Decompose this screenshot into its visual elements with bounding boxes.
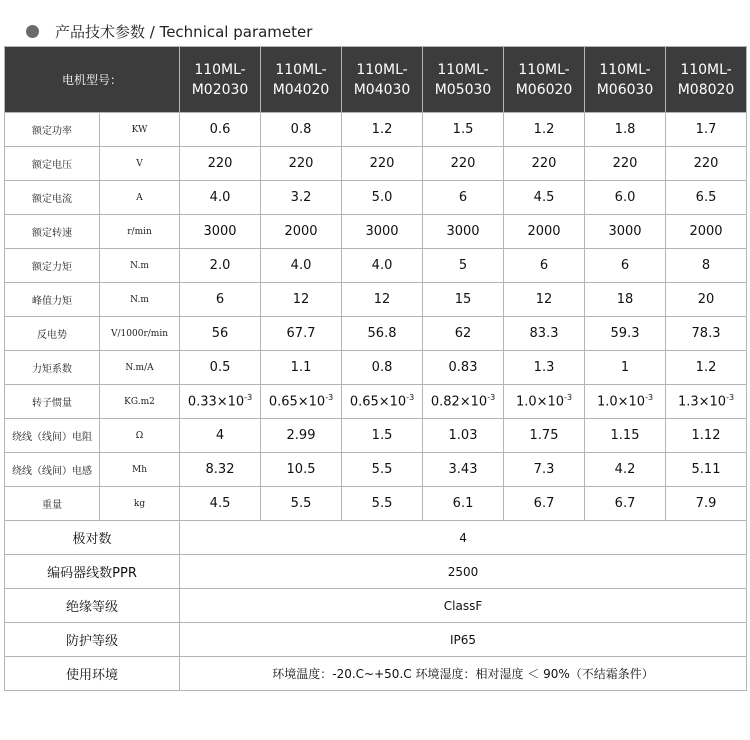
parameter-value: 62 xyxy=(423,317,504,351)
parameter-value: 1.2 xyxy=(342,113,423,147)
parameter-name: 额定电压 xyxy=(5,147,100,181)
parameter-value: 220 xyxy=(585,147,666,181)
parameter-value: 56 xyxy=(180,317,261,351)
parameter-value: 10.5 xyxy=(261,453,342,487)
parameter-value: 1.8 xyxy=(585,113,666,147)
general-name: 防护等级 xyxy=(5,623,180,657)
parameter-unit: V xyxy=(100,147,180,181)
value-base: 0.33×10 xyxy=(187,394,245,410)
parameter-value: 4.0 xyxy=(261,249,342,283)
parameter-name: 反电势 xyxy=(5,317,100,351)
parameter-value: 8 xyxy=(666,249,747,283)
parameter-value: 83.3 xyxy=(504,317,585,351)
parameter-value: 1.5 xyxy=(342,419,423,453)
value-base: 0.82×10 xyxy=(430,394,488,410)
model-line-2: M04020 xyxy=(272,81,330,98)
model-label-header: 电机型号： xyxy=(5,47,180,113)
parameter-value: 0.5 xyxy=(180,351,261,385)
parameter-value xyxy=(261,385,342,419)
parameter-value: 220 xyxy=(180,147,261,181)
parameter-value: 6.0 xyxy=(585,181,666,215)
model-column-header xyxy=(585,47,666,113)
parameter-value xyxy=(504,385,585,419)
parameter-value: 3000 xyxy=(585,215,666,249)
parameter-unit: N.m xyxy=(100,249,180,283)
parameter-value: 0.8 xyxy=(342,351,423,385)
parameter-value: 15 xyxy=(423,283,504,317)
parameter-row xyxy=(5,453,747,487)
model-line-1: 110ML- xyxy=(680,61,732,78)
model-column-header xyxy=(342,47,423,113)
model-line-2: M04030 xyxy=(353,81,411,98)
parameter-value: 220 xyxy=(342,147,423,181)
parameter-value: 3000 xyxy=(180,215,261,249)
parameter-value: 18 xyxy=(585,283,666,317)
parameter-value: 4.0 xyxy=(180,181,261,215)
parameter-value: 1.2 xyxy=(504,113,585,147)
model-line-2: M05030 xyxy=(434,81,492,98)
parameter-row xyxy=(5,317,747,351)
parameter-value: 7.9 xyxy=(666,487,747,521)
parameter-value: 220 xyxy=(261,147,342,181)
value-exponent: -3 xyxy=(325,393,334,403)
parameter-unit: N.m xyxy=(100,283,180,317)
parameter-unit: V/1000r/min xyxy=(100,317,180,351)
parameter-row xyxy=(5,147,747,181)
general-value: 环境温度：-20.C~+50.C 环境湿度：相对湿度 ＜ 90%（不结霜条件） xyxy=(180,657,747,691)
parameter-value: 5.11 xyxy=(666,453,747,487)
general-name: 极对数 xyxy=(5,521,180,555)
model-column-header xyxy=(261,47,342,113)
model-line-1: 110ML- xyxy=(437,61,489,78)
value-exponent: -3 xyxy=(406,393,415,403)
parameter-value: 1.15 xyxy=(585,419,666,453)
general-value: ClassF xyxy=(180,589,747,623)
parameter-value: 220 xyxy=(666,147,747,181)
general-rows xyxy=(5,521,747,691)
parameter-value: 6.1 xyxy=(423,487,504,521)
parameter-value: 6.7 xyxy=(585,487,666,521)
parameter-name: 额定力矩 xyxy=(5,249,100,283)
parameter-value xyxy=(180,385,261,419)
model-line-2: M02030 xyxy=(191,81,249,98)
parameter-value xyxy=(666,385,747,419)
parameter-value: 12 xyxy=(261,283,342,317)
parameter-value: 220 xyxy=(504,147,585,181)
parameter-row xyxy=(5,487,747,521)
parameter-unit: A xyxy=(100,181,180,215)
parameter-unit: Mh xyxy=(100,453,180,487)
parameter-value: 6.5 xyxy=(666,181,747,215)
parameter-value xyxy=(423,385,504,419)
parameter-value: 0.8 xyxy=(261,113,342,147)
parameter-rows xyxy=(5,113,747,521)
parameter-unit: N.m/A xyxy=(100,351,180,385)
parameter-value: 5 xyxy=(423,249,504,283)
value-base: 1.0×10 xyxy=(515,394,565,410)
parameter-row xyxy=(5,385,747,419)
model-column-header xyxy=(180,47,261,113)
parameter-value: 220 xyxy=(423,147,504,181)
parameter-value: 78.3 xyxy=(666,317,747,351)
general-row xyxy=(5,657,747,691)
parameter-value: 2.99 xyxy=(261,419,342,453)
parameter-name: 绕线（线间）电感 xyxy=(5,453,100,487)
parameter-value: 1.2 xyxy=(666,351,747,385)
parameter-value: 8.32 xyxy=(180,453,261,487)
parameter-value: 1 xyxy=(585,351,666,385)
general-row xyxy=(5,555,747,589)
parameter-value: 6.7 xyxy=(504,487,585,521)
parameter-value xyxy=(585,385,666,419)
parameter-value: 4.0 xyxy=(342,249,423,283)
parameter-row xyxy=(5,419,747,453)
model-column-header xyxy=(504,47,585,113)
value-base: 1.0×10 xyxy=(596,394,646,410)
model-column-header xyxy=(423,47,504,113)
parameter-value: 2000 xyxy=(261,215,342,249)
section-title xyxy=(26,18,312,44)
parameter-value: 3.2 xyxy=(261,181,342,215)
model-line-2: M08020 xyxy=(677,81,735,98)
parameter-value: 4.5 xyxy=(504,181,585,215)
general-name: 绝缘等级 xyxy=(5,589,180,623)
model-line-1: 110ML- xyxy=(356,61,408,78)
parameter-value: 1.1 xyxy=(261,351,342,385)
model-line-2: M06020 xyxy=(515,81,573,98)
value-base: 0.65×10 xyxy=(268,394,326,410)
value-exponent: -3 xyxy=(564,393,573,403)
model-column-header xyxy=(666,47,747,113)
parameter-row xyxy=(5,351,747,385)
table-header-row xyxy=(5,47,747,113)
parameter-value: 0.83 xyxy=(423,351,504,385)
parameter-value: 1.03 xyxy=(423,419,504,453)
value-exponent: -3 xyxy=(645,393,654,403)
value-exponent: -3 xyxy=(244,393,253,403)
parameter-value: 2000 xyxy=(504,215,585,249)
parameter-row xyxy=(5,215,747,249)
model-line-1: 110ML- xyxy=(194,61,246,78)
parameter-unit: KW xyxy=(100,113,180,147)
parameter-unit: r/min xyxy=(100,215,180,249)
model-line-1: 110ML- xyxy=(518,61,570,78)
parameter-unit: KG.m2 xyxy=(100,385,180,419)
parameter-value: 3.43 xyxy=(423,453,504,487)
parameter-value: 6 xyxy=(180,283,261,317)
parameter-value: 2000 xyxy=(666,215,747,249)
parameter-value: 5.5 xyxy=(342,487,423,521)
parameter-value: 0.6 xyxy=(180,113,261,147)
parameter-name: 重量 xyxy=(5,487,100,521)
general-name: 使用环境 xyxy=(5,657,180,691)
parameter-value: 59.3 xyxy=(585,317,666,351)
parameter-row xyxy=(5,113,747,147)
parameter-value: 5.0 xyxy=(342,181,423,215)
parameter-value: 5.5 xyxy=(342,453,423,487)
general-row xyxy=(5,589,747,623)
parameter-value: 12 xyxy=(504,283,585,317)
parameter-name: 额定转速 xyxy=(5,215,100,249)
parameter-value: 6 xyxy=(585,249,666,283)
parameter-name: 绕线（线间）电阻 xyxy=(5,419,100,453)
parameter-value xyxy=(342,385,423,419)
section-title-text: 产品技术参数 / Technical parameter xyxy=(55,22,313,41)
technical-parameter-table xyxy=(4,46,747,691)
general-row xyxy=(5,623,747,657)
general-value: IP65 xyxy=(180,623,747,657)
parameter-value: 67.7 xyxy=(261,317,342,351)
parameter-value: 56.8 xyxy=(342,317,423,351)
parameter-value: 20 xyxy=(666,283,747,317)
parameter-value: 2.0 xyxy=(180,249,261,283)
value-base: 1.3×10 xyxy=(677,394,727,410)
parameter-value: 4.2 xyxy=(585,453,666,487)
parameter-value: 1.12 xyxy=(666,419,747,453)
parameter-value: 7.3 xyxy=(504,453,585,487)
parameter-row xyxy=(5,249,747,283)
value-exponent: -3 xyxy=(487,393,496,403)
general-value: 4 xyxy=(180,521,747,555)
parameter-unit: Ω xyxy=(100,419,180,453)
parameter-name: 峰值力矩 xyxy=(5,283,100,317)
general-value: 2500 xyxy=(180,555,747,589)
parameter-value: 4 xyxy=(180,419,261,453)
parameter-row xyxy=(5,283,747,317)
general-name: 编码器线数PPR xyxy=(5,555,180,589)
value-base: 0.65×10 xyxy=(349,394,407,410)
parameter-name: 转子惯量 xyxy=(5,385,100,419)
parameter-value: 3000 xyxy=(342,215,423,249)
parameter-value: 1.7 xyxy=(666,113,747,147)
parameter-value: 1.5 xyxy=(423,113,504,147)
parameter-name: 力矩系数 xyxy=(5,351,100,385)
model-line-1: 110ML- xyxy=(599,61,651,78)
model-line-1: 110ML- xyxy=(275,61,327,78)
parameter-value: 3000 xyxy=(423,215,504,249)
parameter-value: 1.3 xyxy=(504,351,585,385)
parameter-value: 5.5 xyxy=(261,487,342,521)
parameter-unit: kg xyxy=(100,487,180,521)
general-row xyxy=(5,521,747,555)
parameter-value: 1.75 xyxy=(504,419,585,453)
bullet-dot-icon xyxy=(26,25,39,38)
parameter-row xyxy=(5,181,747,215)
parameter-value: 4.5 xyxy=(180,487,261,521)
parameter-name: 额定功率 xyxy=(5,113,100,147)
parameter-value: 6 xyxy=(504,249,585,283)
parameter-name: 额定电流 xyxy=(5,181,100,215)
value-exponent: -3 xyxy=(726,393,735,403)
model-line-2: M06030 xyxy=(596,81,654,98)
parameter-value: 12 xyxy=(342,283,423,317)
parameter-value: 6 xyxy=(423,181,504,215)
